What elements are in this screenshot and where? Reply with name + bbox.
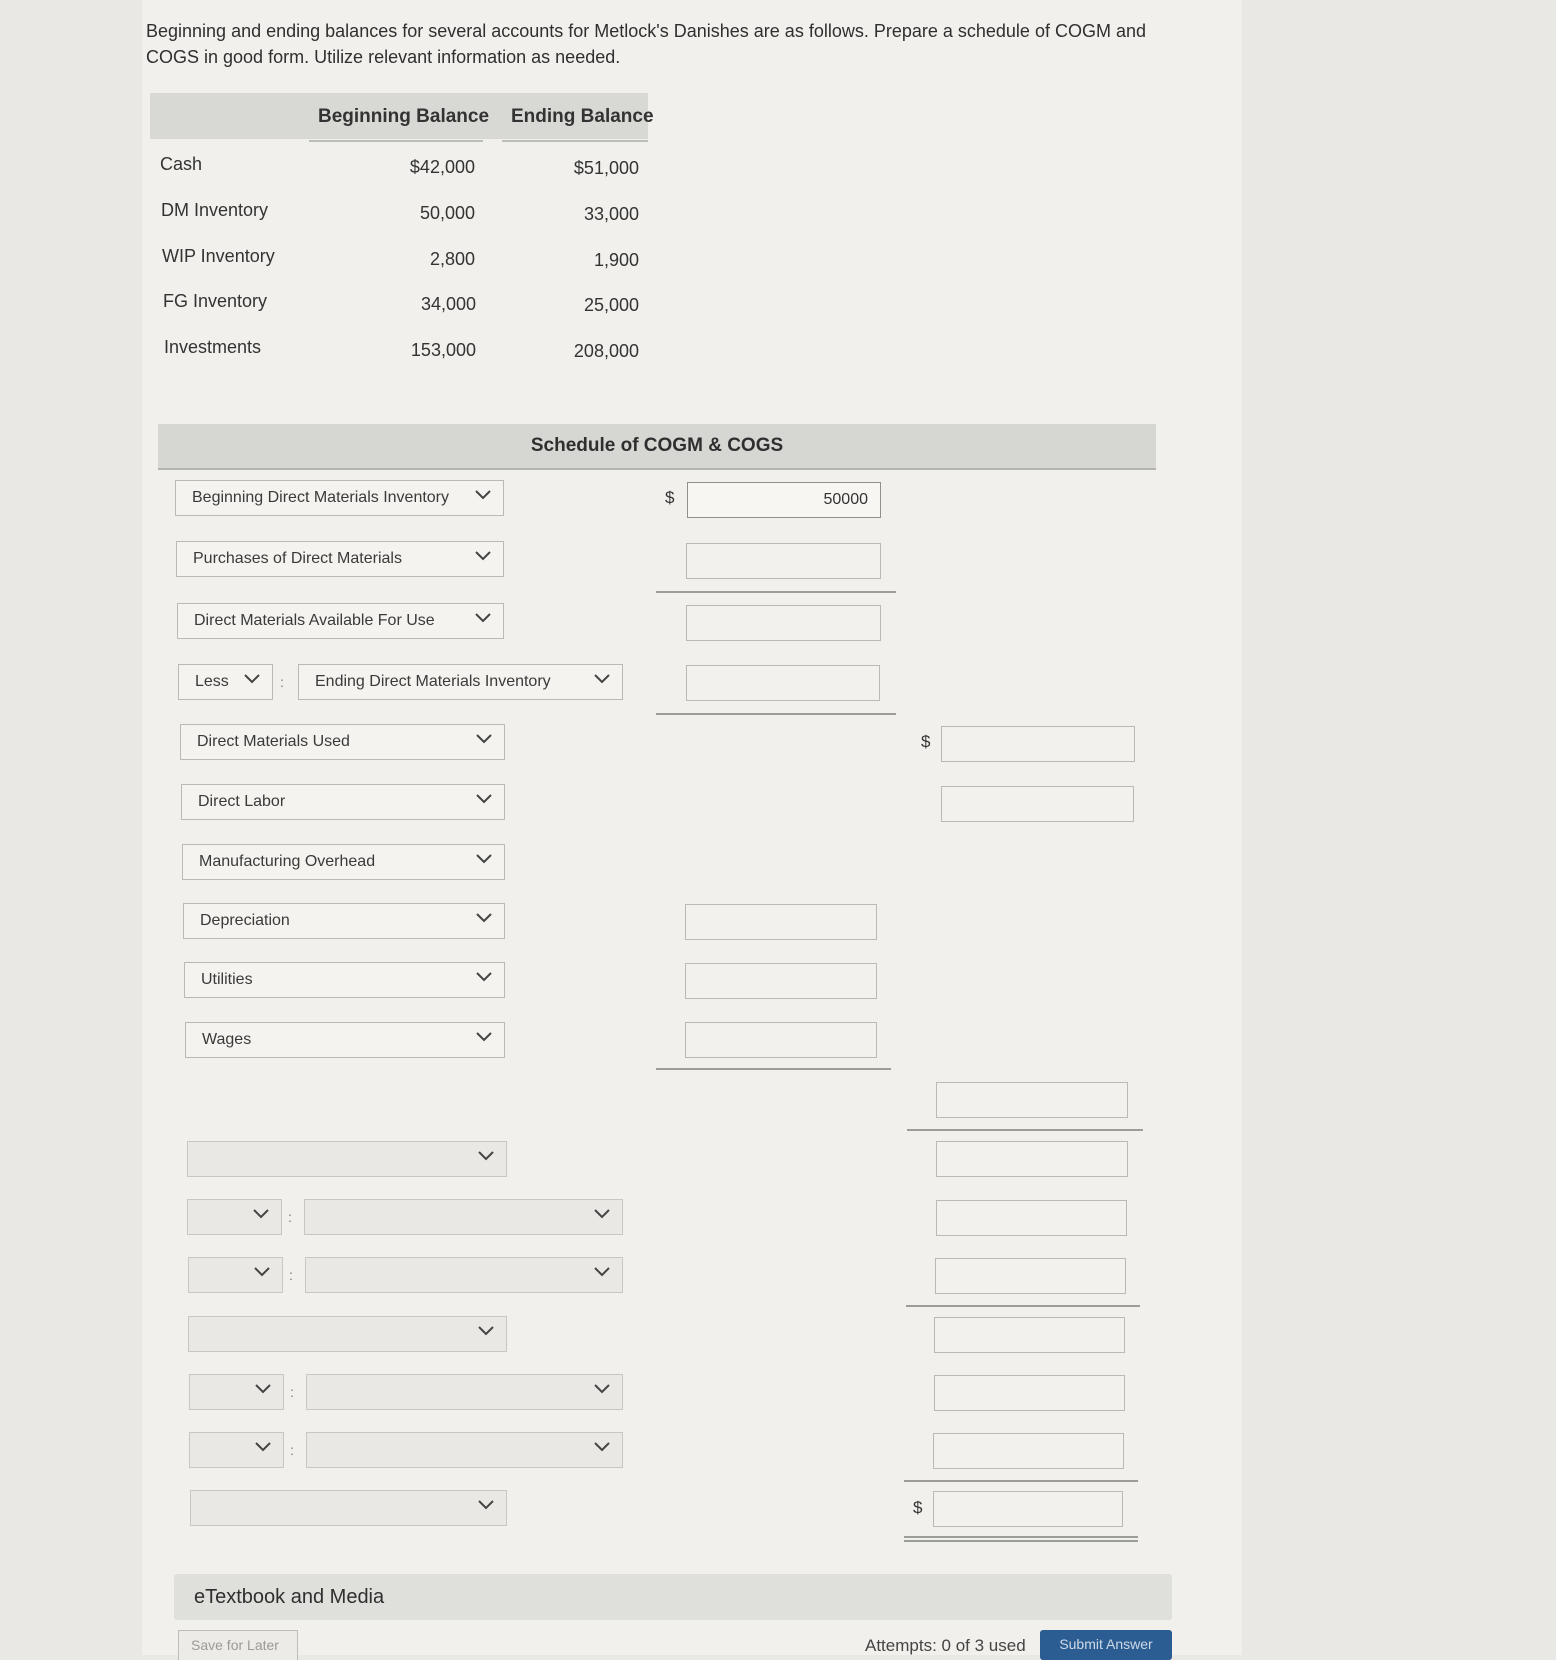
sum-underline xyxy=(907,1129,1143,1131)
amount-input[interactable] xyxy=(934,1317,1125,1353)
chevron-down-icon xyxy=(594,1209,610,1219)
chevron-down-icon xyxy=(255,1384,271,1394)
balance-ending: 33,000 xyxy=(583,204,639,224)
double-underline xyxy=(904,1540,1138,1542)
chevron-down-icon xyxy=(594,1442,610,1452)
chevron-down-icon xyxy=(255,1442,271,1452)
less-dropdown[interactable] xyxy=(178,664,273,700)
chevron-down-icon xyxy=(475,490,491,500)
colon-separator: : xyxy=(288,1209,292,1225)
dropdown-value: Ending Direct Materials Inventory xyxy=(315,673,551,690)
purchases-dropdown[interactable] xyxy=(176,541,504,577)
chevron-down-icon xyxy=(476,972,492,982)
balance-ending: $51,000 xyxy=(573,158,639,178)
sum-underline xyxy=(904,1480,1138,1482)
direct-labor-dropdown[interactable] xyxy=(181,784,505,820)
purchases-amount-input[interactable] xyxy=(686,543,881,579)
colon-separator: : xyxy=(289,1267,293,1283)
chevron-down-icon xyxy=(478,1326,494,1336)
empty-account-dropdown[interactable] xyxy=(305,1257,623,1293)
utilities-dropdown[interactable] xyxy=(184,962,505,998)
empty-account-dropdown[interactable] xyxy=(188,1316,507,1352)
beginning-balance-header: Beginning Balance xyxy=(318,106,490,127)
amount-input[interactable] xyxy=(936,1141,1128,1177)
direct-labor-amount-input[interactable] xyxy=(941,786,1134,822)
chevron-down-icon xyxy=(594,1267,610,1277)
balance-label: FG Inventory xyxy=(163,291,268,311)
chevron-down-icon xyxy=(475,613,491,623)
attempts-counter: Attempts: 0 of 3 used xyxy=(865,1636,1026,1655)
header-underline xyxy=(309,140,483,142)
chevron-down-icon xyxy=(478,1500,494,1510)
empty-account-dropdown[interactable] xyxy=(190,1490,507,1526)
header-underline xyxy=(502,140,648,142)
chevron-down-icon xyxy=(476,734,492,744)
dm-used-dropdown[interactable] xyxy=(180,724,505,760)
empty-operator-dropdown[interactable] xyxy=(187,1199,282,1235)
sum-underline xyxy=(656,1068,891,1070)
depreciation-dropdown[interactable] xyxy=(183,903,505,939)
dm-used-amount-input[interactable] xyxy=(941,726,1135,762)
sum-underline xyxy=(656,591,896,593)
depreciation-amount-input[interactable] xyxy=(685,904,877,940)
balance-label: Investments xyxy=(164,337,262,357)
schedule-title: Schedule of COGM & COGS xyxy=(158,424,1156,470)
cogs-total-amount-input[interactable] xyxy=(933,1491,1123,1527)
chevron-down-icon xyxy=(478,1151,494,1161)
ending-dm-dropdown[interactable] xyxy=(298,664,623,700)
dropdown-value: Utilities xyxy=(201,971,253,988)
dropdown-value: Beginning Direct Materials Inventory xyxy=(192,489,450,506)
colon-separator: : xyxy=(290,1384,294,1400)
chevron-down-icon xyxy=(475,551,491,561)
balance-label: DM Inventory xyxy=(161,200,269,220)
empty-operator-dropdown[interactable] xyxy=(189,1432,284,1468)
dropdown-value: Less xyxy=(195,673,229,690)
etextbook-media-link[interactable]: eTextbook and Media xyxy=(174,1574,1172,1620)
dollar-sign: $ xyxy=(921,732,931,751)
save-for-later-button[interactable]: Save for Later xyxy=(178,1630,298,1660)
balance-beginning: 34,000 xyxy=(420,294,476,314)
dollar-sign: $ xyxy=(913,1498,923,1517)
mfg-overhead-dropdown[interactable] xyxy=(182,844,505,880)
amount-input[interactable] xyxy=(933,1433,1124,1469)
balance-label: WIP Inventory xyxy=(162,246,275,266)
empty-account-dropdown[interactable] xyxy=(304,1199,623,1235)
balance-ending: 1,900 xyxy=(593,250,639,270)
balance-ending: 25,000 xyxy=(583,295,639,315)
amount-input[interactable] xyxy=(936,1200,1127,1236)
dm-available-amount-input[interactable] xyxy=(686,605,881,641)
sum-underline xyxy=(906,1305,1140,1307)
dropdown-value: Direct Materials Used xyxy=(197,733,350,750)
question-text: Beginning and ending balances for several accounts for Metlock's Danishes are as follows. Prepare a schedule of COGM and COGS in good form. Utilize relevant information as needed. xyxy=(146,21,1146,67)
chevron-down-icon xyxy=(476,913,492,923)
balance-beginning: 2,800 xyxy=(429,249,475,269)
submit-answer-button[interactable]: Submit Answer xyxy=(1040,1630,1172,1660)
balance-ending: 208,000 xyxy=(573,341,639,361)
colon-separator: : xyxy=(290,1442,294,1458)
empty-account-dropdown[interactable] xyxy=(306,1432,623,1468)
balance-beginning: 153,000 xyxy=(410,340,476,360)
empty-operator-dropdown[interactable] xyxy=(189,1374,284,1410)
total-overhead-amount-input[interactable] xyxy=(936,1082,1128,1118)
dollar-sign: $ xyxy=(665,488,675,507)
balance-beginning: 50,000 xyxy=(419,203,475,223)
chevron-down-icon xyxy=(476,1032,492,1042)
balance-label: Cash xyxy=(160,154,203,174)
dm-available-dropdown[interactable] xyxy=(177,603,504,639)
wages-amount-input[interactable] xyxy=(685,1022,877,1058)
ending-balance-header: Ending Balance xyxy=(511,106,654,127)
dropdown-value: Direct Labor xyxy=(198,793,286,810)
chevron-down-icon xyxy=(476,794,492,804)
chevron-down-icon xyxy=(244,674,260,684)
colon-separator: : xyxy=(280,674,284,690)
chevron-down-icon xyxy=(253,1209,269,1219)
wages-dropdown[interactable] xyxy=(185,1022,505,1058)
chevron-down-icon xyxy=(476,854,492,864)
dropdown-value: Depreciation xyxy=(200,912,290,929)
empty-operator-dropdown[interactable] xyxy=(188,1257,283,1293)
chevron-down-icon xyxy=(594,674,610,684)
sum-underline xyxy=(656,713,896,715)
dropdown-value: Direct Materials Available For Use xyxy=(194,612,435,629)
dropdown-value: Wages xyxy=(202,1031,252,1048)
empty-account-dropdown[interactable] xyxy=(306,1374,623,1410)
balance-beginning: $42,000 xyxy=(409,157,475,177)
amount-input[interactable] xyxy=(935,1258,1126,1294)
utilities-amount-input[interactable] xyxy=(685,963,877,999)
beg-dm-dropdown[interactable] xyxy=(175,480,504,516)
beg-dm-amount-input[interactable]: 50000 xyxy=(687,482,881,518)
double-underline xyxy=(904,1536,1138,1538)
dropdown-value: Purchases of Direct Materials xyxy=(193,550,402,567)
ending-dm-amount-input[interactable] xyxy=(686,665,880,701)
amount-input[interactable] xyxy=(934,1375,1125,1411)
chevron-down-icon xyxy=(254,1267,270,1277)
chevron-down-icon xyxy=(594,1384,610,1394)
empty-account-dropdown[interactable] xyxy=(187,1141,507,1177)
dropdown-value: Manufacturing Overhead xyxy=(199,853,376,870)
